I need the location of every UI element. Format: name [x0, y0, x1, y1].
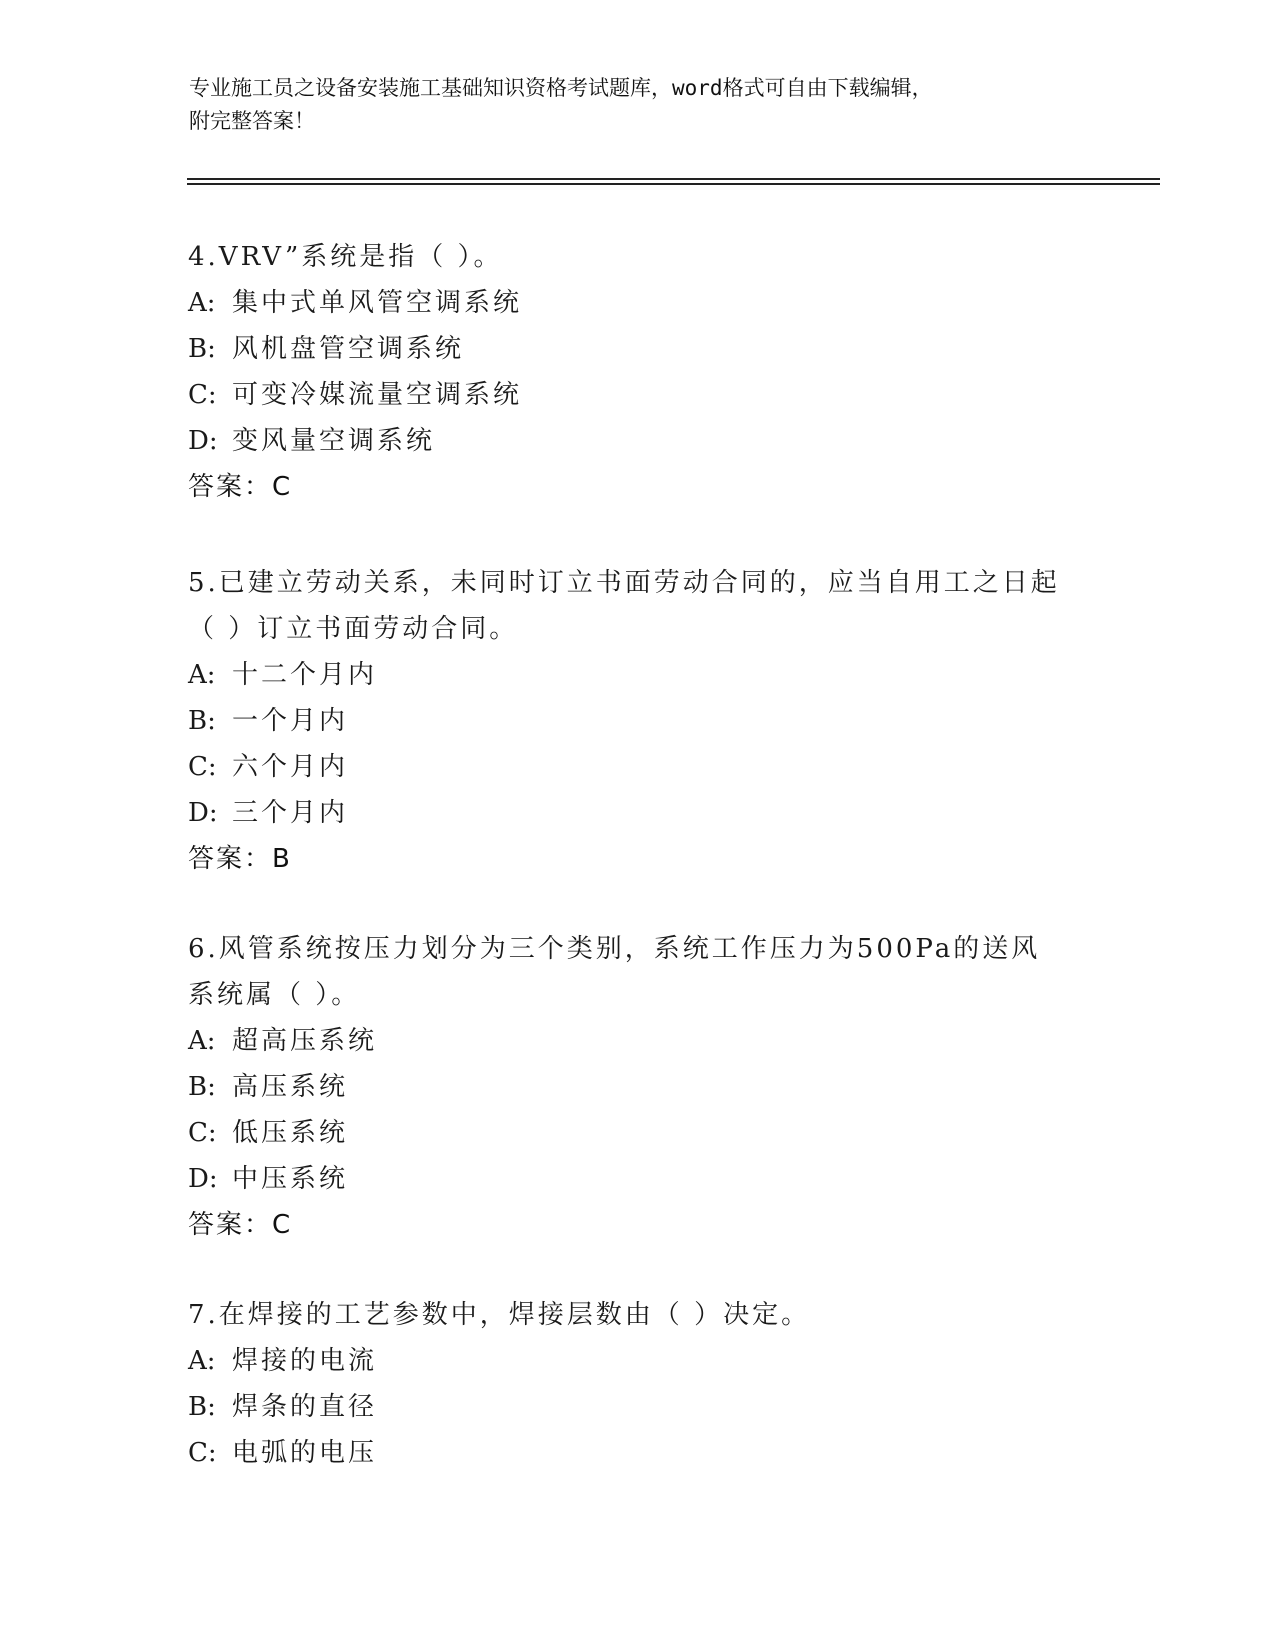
option-key: B:	[188, 706, 216, 736]
question-block	[188, 234, 1068, 510]
option-c	[188, 744, 1068, 790]
question-block	[188, 926, 1068, 1248]
question-text: 7.在焊接的工艺参数中，焊接层数由（ ）决定。	[188, 1300, 811, 1330]
option-text: 中压系统	[232, 1164, 349, 1194]
answer-line: 答案：C	[188, 472, 293, 502]
option-a	[188, 1018, 1068, 1064]
option-key: D:	[188, 798, 218, 828]
option-c	[188, 1430, 1068, 1476]
question-text: 5.已建立劳动关系，未同时订立书面劳动合同的，应当自用工之日起（ ）订立书面劳动合同。	[188, 568, 1060, 644]
option-key: B:	[188, 1392, 216, 1422]
question-text: 6.风管系统按压力划分为三个类别，系统工作压力为500Pa的送风系统属（ ）。	[188, 934, 1041, 1010]
option-key: B:	[188, 1072, 216, 1102]
option-key: A:	[188, 288, 216, 318]
option-text: 焊条的直径	[232, 1392, 378, 1422]
option-text: 三个月内	[232, 798, 349, 828]
option-d	[188, 790, 1068, 836]
option-d	[188, 418, 1068, 464]
header-line-1: 专业施工员之设备安装施工基础知识资格考试题库，word格式可自由下载编辑，	[189, 76, 933, 100]
option-text: 一个月内	[232, 706, 349, 736]
option-key: C:	[188, 1118, 217, 1148]
option-key: D:	[188, 426, 218, 456]
option-key: A:	[188, 1346, 216, 1376]
option-key: D:	[188, 1164, 218, 1194]
option-b	[188, 1064, 1068, 1110]
question-text: 4.VRV”系统是指（ ）。	[188, 242, 503, 272]
option-key: C:	[188, 1438, 217, 1468]
question-block	[188, 560, 1068, 882]
header-divider-bottom	[187, 183, 1160, 185]
option-text: 变风量空调系统	[232, 426, 436, 456]
option-text: 电弧的电压	[232, 1438, 378, 1468]
option-text: 焊接的电流	[232, 1346, 378, 1376]
option-key: B:	[188, 334, 216, 364]
option-c	[188, 1110, 1068, 1156]
option-text: 超高压系统	[232, 1026, 378, 1056]
option-key: C:	[188, 752, 217, 782]
option-key: C:	[188, 380, 217, 410]
option-b	[188, 1384, 1068, 1430]
option-text: 高压系统	[232, 1072, 349, 1102]
header-line-2: 附完整答案！	[189, 109, 315, 133]
option-a	[188, 1338, 1068, 1384]
answer-line: 答案：B	[188, 844, 292, 874]
option-text: 集中式单风管空调系统	[232, 288, 523, 318]
document-header	[189, 72, 1089, 138]
question-block	[188, 1292, 1068, 1476]
option-text: 低压系统	[232, 1118, 349, 1148]
answer-line: 答案：C	[188, 1210, 293, 1240]
option-a	[188, 280, 1068, 326]
option-c	[188, 372, 1068, 418]
option-a	[188, 652, 1068, 698]
option-b	[188, 326, 1068, 372]
header-divider-top	[187, 178, 1160, 180]
option-text: 六个月内	[232, 752, 349, 782]
option-text: 可变冷媒流量空调系统	[232, 380, 523, 410]
option-d	[188, 1156, 1068, 1202]
option-key: A:	[188, 1026, 216, 1056]
option-text: 风机盘管空调系统	[232, 334, 465, 364]
option-b	[188, 698, 1068, 744]
option-text: 十二个月内	[232, 660, 378, 690]
option-key: A:	[188, 660, 216, 690]
